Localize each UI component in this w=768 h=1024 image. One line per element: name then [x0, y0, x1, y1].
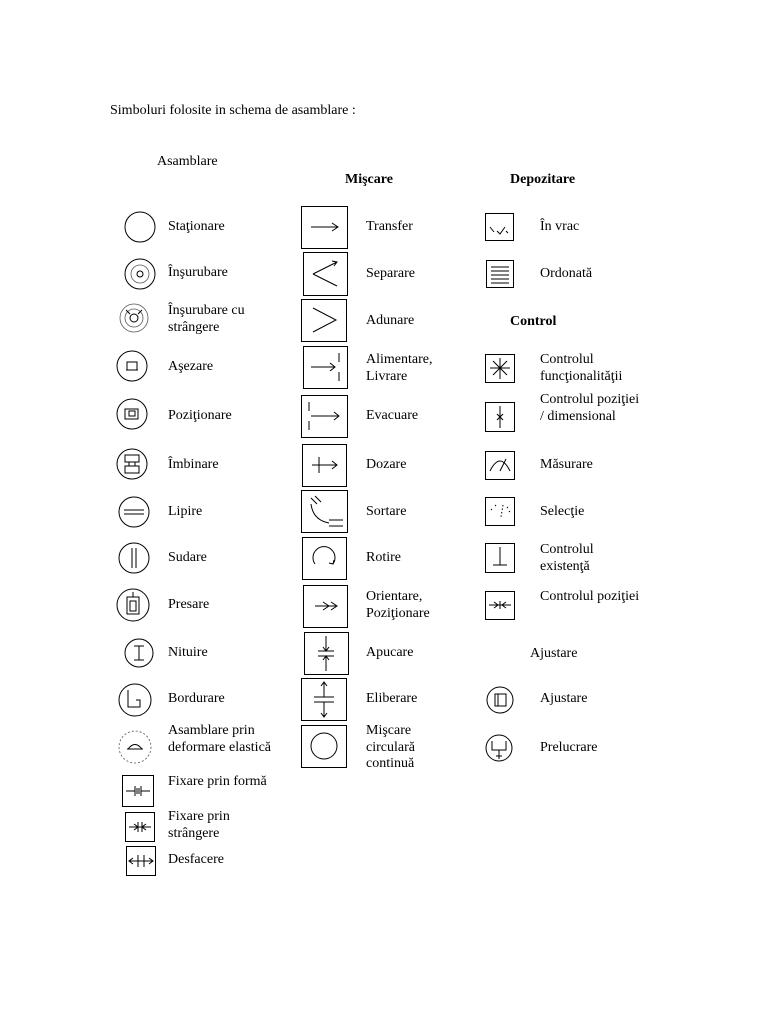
apucare-icon	[304, 632, 349, 675]
prelucrare-icon	[484, 733, 514, 763]
insurubare-strangere-icon	[118, 302, 150, 334]
asamblare-label: Înşurubare	[168, 265, 228, 280]
imbinare-icon	[116, 448, 148, 480]
asamblare-label: Sudare	[168, 550, 207, 565]
asamblare-label: Presare	[168, 597, 210, 612]
bordurare-icon	[118, 683, 152, 717]
eliberare-icon	[301, 678, 347, 721]
pozitionare-icon	[116, 398, 148, 430]
miscare-label: Adunare	[366, 313, 415, 328]
fixare-strangere-icon	[125, 812, 155, 842]
transfer-icon	[301, 206, 348, 249]
header-asamblare: Asamblare	[157, 154, 218, 169]
miscare-label: Separare	[366, 266, 415, 281]
miscare-circulara-icon	[301, 725, 347, 768]
asamblare-label: Lipire	[168, 504, 203, 519]
miscare-label: Evacuare	[366, 408, 419, 423]
header-control: Control	[510, 314, 557, 329]
asamblare-label: Fixare prin strângere	[168, 809, 230, 841]
in-vrac-icon	[485, 213, 514, 241]
orientare-pozitionare-icon	[303, 585, 348, 628]
control-label: Controlul poziţiei	[540, 589, 640, 604]
lipire-icon	[118, 496, 150, 528]
nituire-icon	[124, 638, 154, 668]
control-label: Controlul existenţă	[540, 542, 594, 574]
deformare-elastica-icon	[118, 730, 152, 764]
miscare-label: Orientare, Poziţionare	[366, 589, 430, 621]
miscare-label: Rotire	[366, 550, 401, 565]
ordonata-icon	[486, 260, 514, 288]
asamblare-label: Bordurare	[168, 691, 225, 706]
miscare-label: Sortare	[366, 504, 407, 519]
adunare-icon	[301, 299, 347, 342]
asamblare-label: Nituire	[168, 645, 208, 660]
control-label: Controlul funcţionalităţii	[540, 352, 623, 384]
selectie-icon	[485, 497, 515, 526]
sudare-icon	[118, 542, 150, 574]
miscare-label: Transfer	[366, 219, 413, 234]
header-ajustare: Ajustare	[530, 646, 578, 661]
presare-icon	[116, 588, 150, 622]
ajustare-label: Prelucrare	[540, 740, 598, 755]
miscare-label: Dozare	[366, 457, 407, 472]
asamblare-label: Înşurubare cu strângere	[168, 303, 245, 335]
asamblare-label: Îmbinare	[168, 457, 219, 472]
controlul-pozitiei-dimensional-icon	[485, 402, 515, 432]
ajustare-label: Ajustare	[540, 691, 588, 706]
rotire-icon	[302, 537, 347, 580]
header-miscare: Mişcare	[345, 172, 393, 187]
evacuare-icon	[301, 395, 348, 438]
asamblare-label: Poziţionare	[168, 408, 232, 423]
depozitare-label: Ordonată	[540, 266, 593, 281]
asamblare-label: Asamblare prin deformare elastică	[168, 723, 271, 755]
asamblare-label: Aşezare	[168, 359, 214, 374]
stationare-icon	[124, 211, 156, 243]
asezare-icon	[116, 350, 148, 382]
miscare-label: Mişcare circulară continuă	[366, 723, 415, 771]
masurare-icon	[485, 451, 515, 480]
insurubare-icon	[124, 258, 156, 290]
controlul-pozitiei-icon	[485, 591, 515, 620]
asamblare-label: Fixare prin formă	[168, 774, 267, 789]
control-label: Măsurare	[540, 457, 593, 472]
sortare-icon	[301, 490, 348, 533]
desfacere-icon	[126, 846, 156, 876]
alimentare-livrare-icon	[303, 346, 348, 389]
controlul-functionalitatii-icon	[485, 354, 515, 383]
ajustare-icon	[485, 685, 515, 715]
control-label: Controlul poziţiei / dimensional	[540, 392, 640, 424]
depozitare-label: În vrac	[540, 219, 580, 234]
controlul-existenta-icon	[485, 543, 515, 573]
asamblare-label: Staţionare	[168, 219, 225, 234]
miscare-label: Eliberare	[366, 691, 418, 706]
dozare-icon	[302, 444, 347, 487]
asamblare-label: Desfacere	[168, 852, 224, 867]
miscare-label: Alimentare, Livrare	[366, 352, 433, 384]
page-title: Simboluri folosite in schema de asamblare :	[110, 103, 356, 118]
fixare-forma-icon	[122, 775, 154, 807]
control-label: Selecţie	[540, 504, 585, 519]
header-depozitare: Depozitare	[510, 172, 576, 187]
miscare-label: Apucare	[366, 645, 414, 660]
separare-icon	[303, 252, 348, 296]
